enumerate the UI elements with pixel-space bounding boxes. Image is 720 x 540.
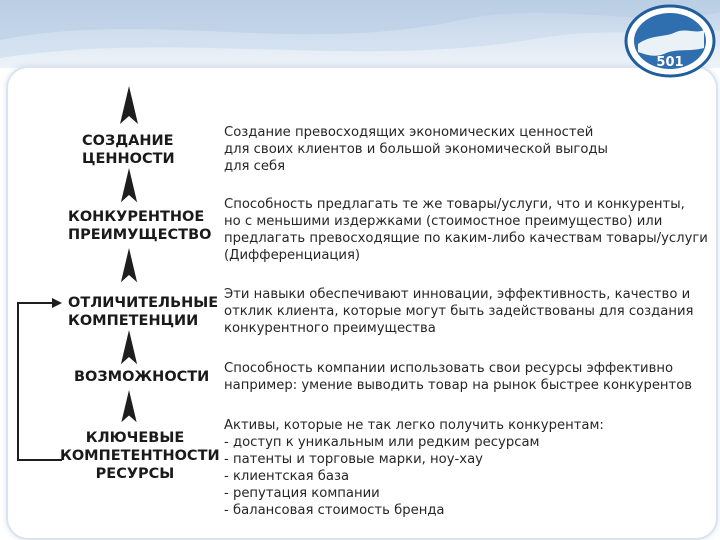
logo-number: 501 xyxy=(656,55,684,70)
label-key-competencies-resources: КЛЮЧЕВЫЕ КОМПЕТЕНТНОСТИ РЕСУРСЫ xyxy=(60,430,220,482)
label-distinctive-competencies: ОТЛИЧИТЕЛЬНЫЕ КОМПЕТЕНЦИИ xyxy=(68,295,219,329)
header-wave-decoration xyxy=(0,0,720,68)
up-arrow-icon xyxy=(118,168,140,204)
label-competitive-advantage: КОНКУРЕНТНОЕ ПРЕИМУЩЕСТВО xyxy=(68,209,212,243)
up-arrow-icon xyxy=(118,330,140,366)
description-distinctive-competencies: Эти навыки обеспечивают инновации, эффективность, качество и отклик клиента, которые могут быть задействованы для создания конкурентного преимущества xyxy=(224,287,694,336)
label-value-creation: СОЗДАНИЕ ЦЕННОСТИ xyxy=(82,133,175,167)
up-arrow-icon xyxy=(118,248,140,284)
up-arrow-icon xyxy=(118,390,140,424)
description-capabilities: Способность компании использовать свои ресурсы эффективно например: умение выводить товар на рынок быстрее конкурентов xyxy=(224,361,693,393)
up-arrow-icon xyxy=(118,86,140,126)
description-key-competencies: Активы, которые не так легко получить конкурентам: - доступ к уникальным или редким ресурсам - патенты и торговые марки, ноу-хау - клиентская база - репутация компании - балансовая стоимость бренда xyxy=(224,418,604,518)
header-band xyxy=(0,0,720,68)
description-value-creation: Создание превосходящих экономических ценностей для своих клиентов и большой экономической выгоды для себя xyxy=(224,125,608,174)
label-capabilities: ВОЗМОЖНОСТИ xyxy=(74,369,210,385)
description-competitive-advantage: Способность предлагать те же товары/услуги, что и конкуренты, но с меньшими издержками (стоимостное преимущество) или предлагать превосходящие по каким-либо качествам товары/услуги (Дифференциация) xyxy=(224,197,708,263)
university-seal-icon xyxy=(624,4,716,78)
